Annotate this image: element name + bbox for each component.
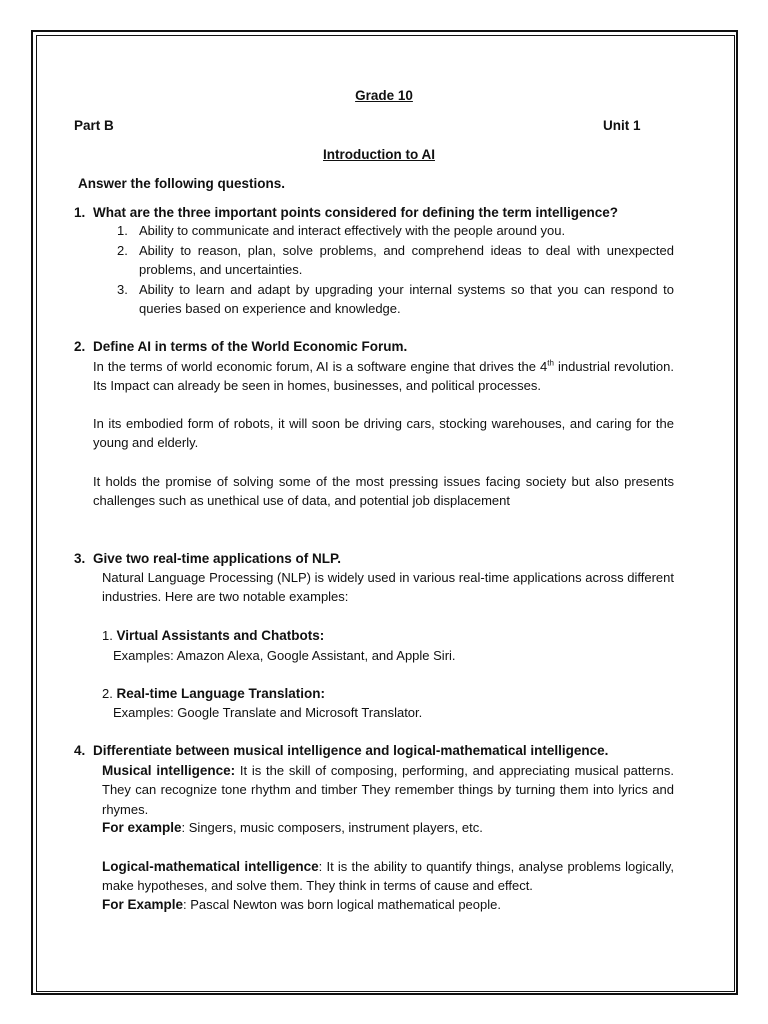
q3-app-2-number: 2. — [102, 686, 113, 701]
q3-app-1-examples: Examples: Amazon Alexa, Google Assistant, and Apple Siri. — [113, 648, 456, 663]
q1-point-2-text: Ability to reason, plan, solve problems, and comprehend ideas to deal with unexpected problems, and uncertainties. — [139, 243, 674, 278]
q2-paragraph-1-end: industrial revolution. Its Impact can already be seen in homes, businesses, and political processes. — [93, 359, 675, 394]
q4-musical-example-text: : Singers, music composers, instrument players, etc. — [181, 820, 483, 835]
page-title: Introduction to AI — [323, 147, 435, 162]
q2-number: 2. — [74, 339, 86, 354]
q1-number: 1. — [74, 205, 86, 220]
q4-question: Differentiate between musical intelligence and logical-mathematical intelligence. — [93, 743, 609, 758]
grade-heading: Grade 10 — [355, 88, 413, 103]
q2-paragraph-3: It holds the promise of solving some of the most pressing issues facing society but also presents challenges such as unethical use of data, and potential job displacement — [93, 474, 674, 509]
q4-musical-text: It is the skill of composing, performing, and appreciating musical patterns. They can recognize tone rhythm and timber They remember things by turning them into lyrics and rhymes. — [102, 763, 674, 817]
q2-paragraph-1-start: In the terms of world economic forum, AI is a software engine that drives the 4 — [93, 359, 548, 374]
q2-paragraph-1 — [93, 357, 674, 396]
q1-point-1-text: Ability to communicate and interact effectively with the people around you. — [139, 223, 566, 238]
q3-number: 3. — [74, 551, 86, 566]
q4-musical-paragraph — [102, 761, 674, 819]
part-label: Part B — [74, 118, 114, 133]
q1-point-1-number: 1. — [117, 223, 128, 238]
q1-point-2-number: 2. — [117, 243, 128, 258]
q4-musical-label: Musical intelligence: — [102, 763, 236, 778]
q3-app-2-examples: Examples: Google Translate and Microsoft Translator. — [113, 705, 423, 720]
unit-label: Unit 1 — [603, 118, 641, 133]
q4-logical-text: : It is the ability to quantify things, analyse problems logically, make hypotheses, and solve them. They think in terms of cause and effect. — [102, 859, 674, 894]
q3-app-2 — [102, 684, 325, 703]
q4-musical-example — [102, 818, 483, 837]
q3-app-1 — [102, 626, 324, 645]
q3-app-2-title: Real-time Language Translation: — [116, 686, 326, 701]
q1-point-3-text: Ability to learn and adapt by upgrading your internal systems so that you can respond to queries based on experience and knowledge. — [139, 282, 674, 317]
q4-logical-example-text: : Pascal Newton was born logical mathematical people. — [183, 897, 501, 912]
q4-logical-paragraph — [102, 857, 674, 896]
q2-paragraph-2: In its embodied form of robots, it will soon be driving cars, stocking warehouses, and caring for the young and elderly. — [93, 416, 674, 451]
q4-logical-example — [102, 895, 501, 914]
q4-number: 4. — [74, 743, 86, 758]
q1-point-3-number: 3. — [117, 282, 128, 297]
instruction-text: Answer the following questions. — [78, 176, 286, 191]
q1-question: What are the three important points considered for defining the term intelligence? — [93, 205, 619, 220]
q4-musical-example-label: For example — [102, 820, 182, 835]
q4-logical-label: Logical-mathematical intelligence — [102, 859, 319, 874]
q2-paragraph-1-superscript: th — [547, 358, 554, 368]
q3-question: Give two real-time applications of NLP. — [93, 551, 342, 566]
q3-app-1-number: 1. — [102, 628, 113, 643]
q4-logical-example-label: For Example — [102, 897, 184, 912]
q3-app-1-title: Virtual Assistants and Chatbots: — [116, 628, 325, 643]
q2-question: Define AI in terms of the World Economic Forum. — [93, 339, 408, 354]
q3-intro: Natural Language Processing (NLP) is widely used in various real-time applications across different industries. Here are two notable examples: — [102, 570, 674, 605]
